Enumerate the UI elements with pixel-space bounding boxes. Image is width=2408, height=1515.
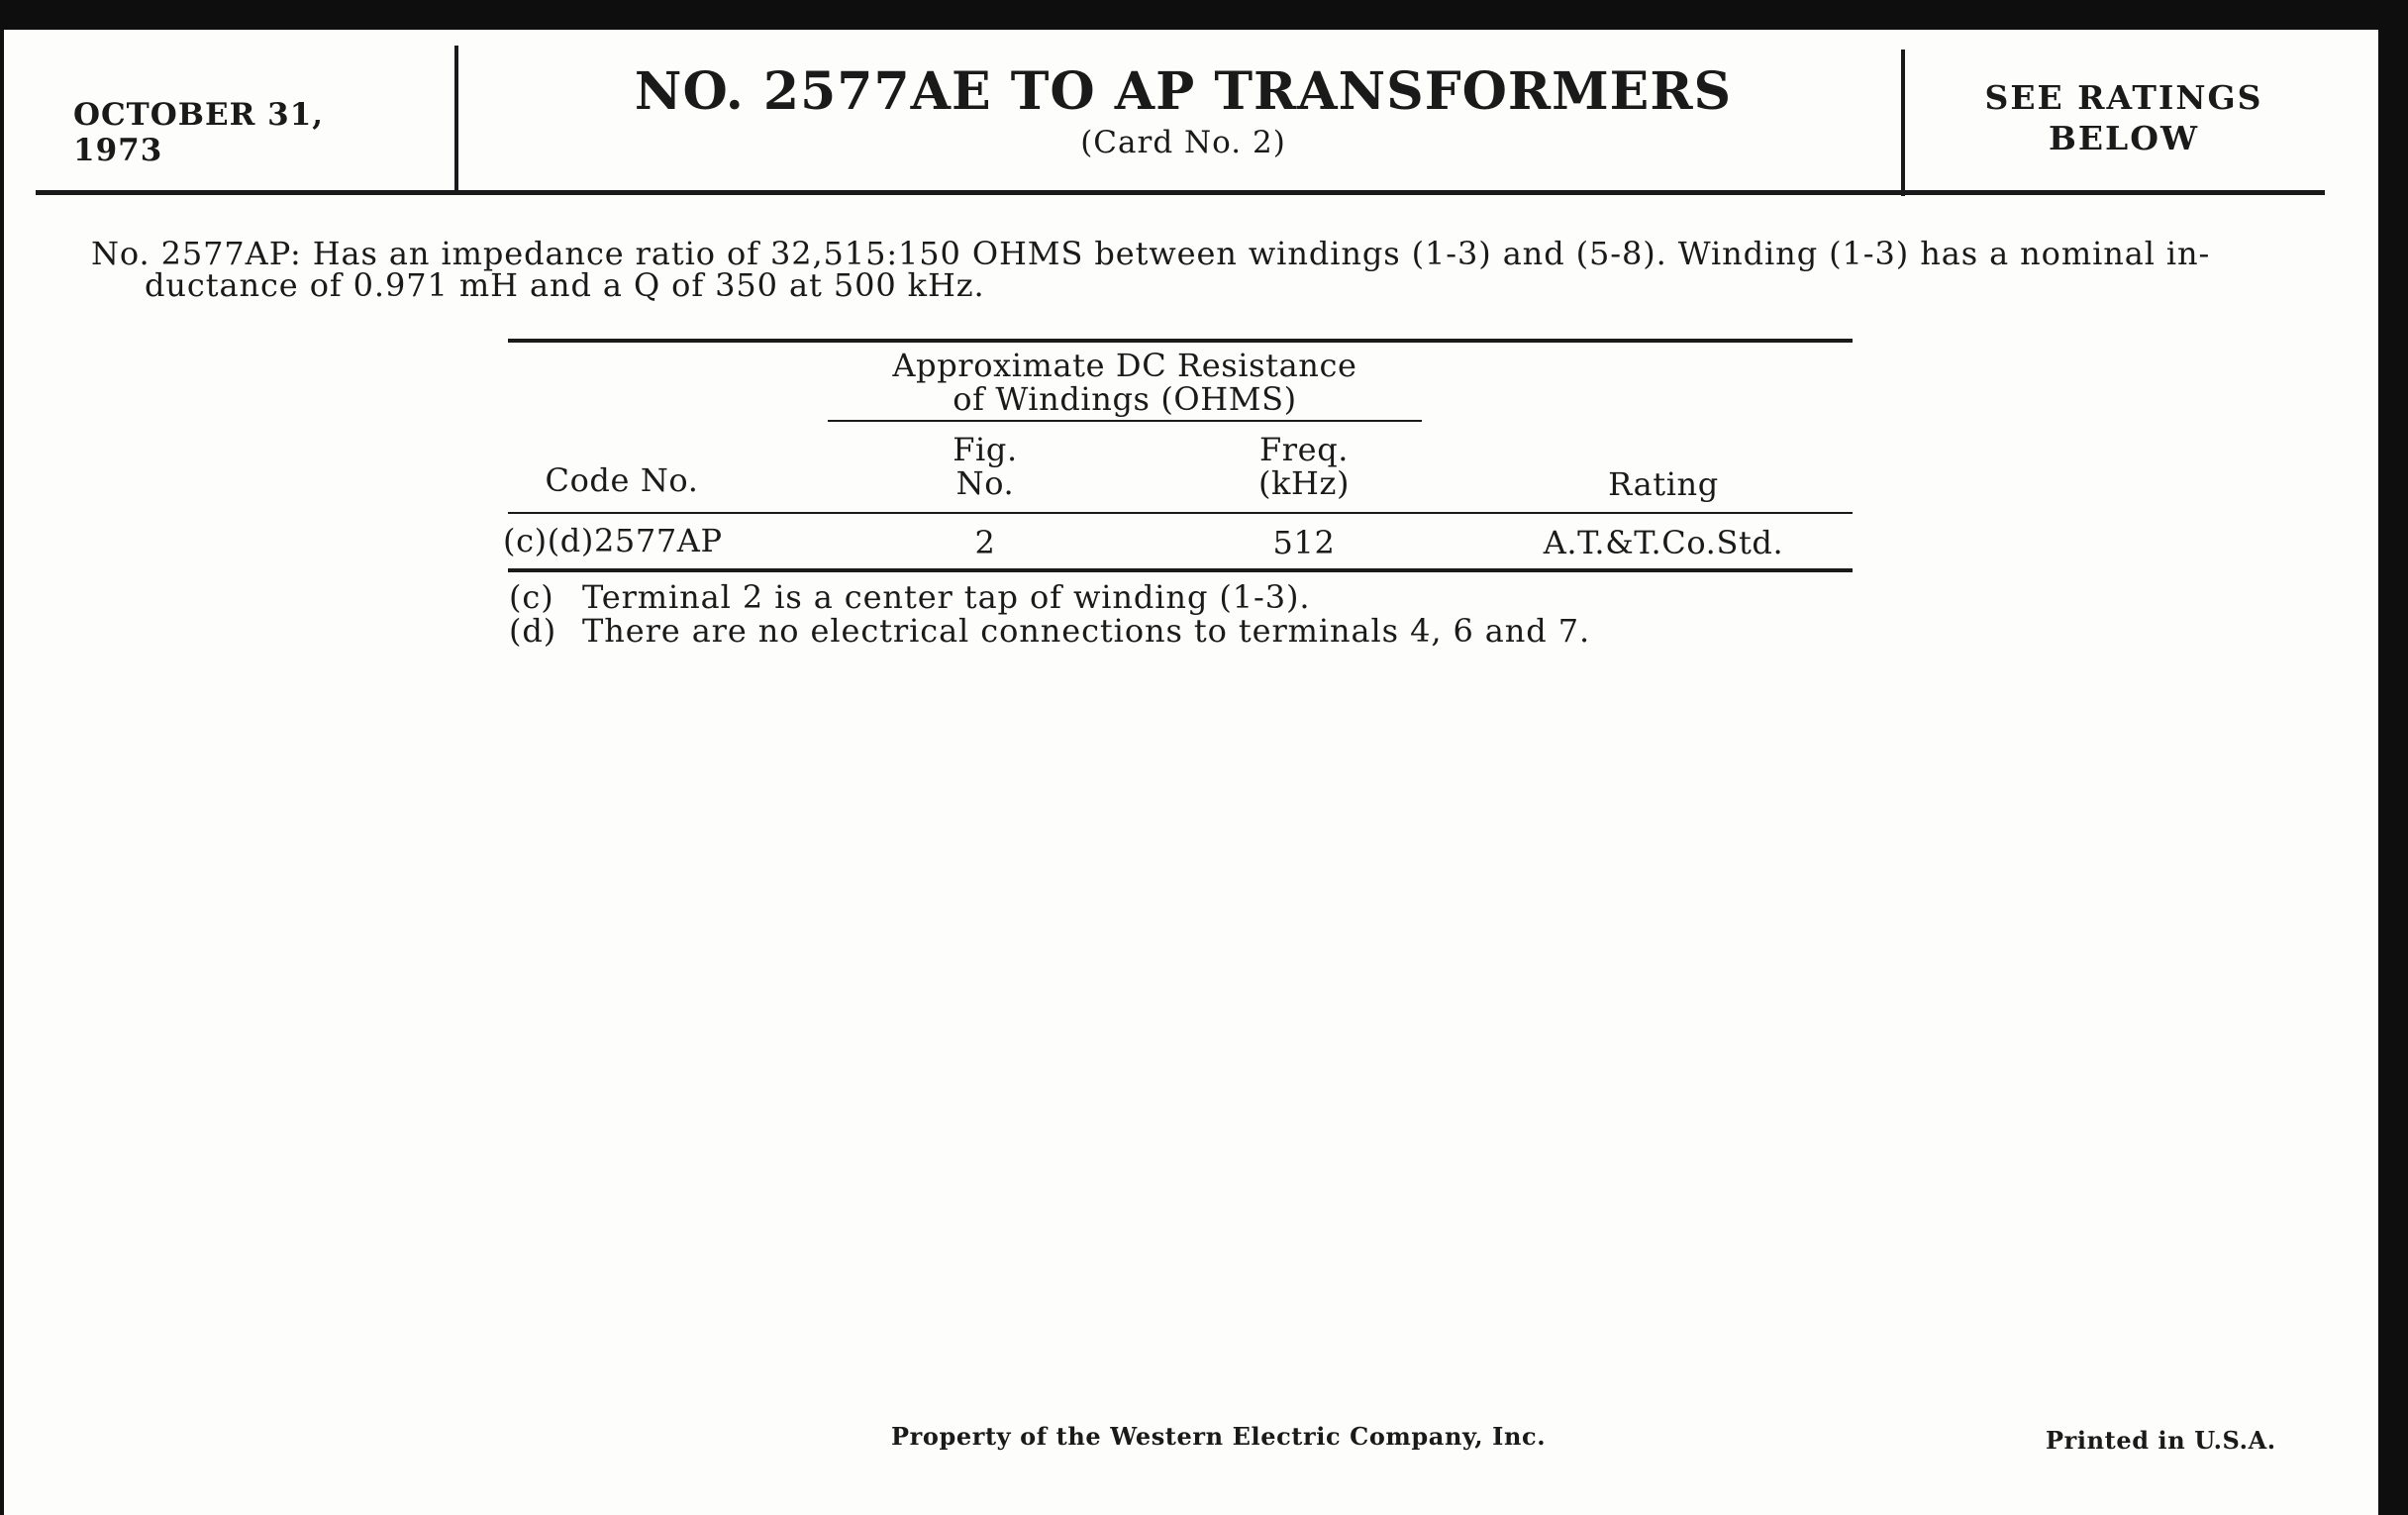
table-top-rule: [508, 339, 1853, 343]
scan-right-edge: [2378, 0, 2408, 1515]
intro-paragraph: [91, 235, 2279, 304]
intro-line-1: No. 2577AP: Has an impedance ratio of 32,515:150 OHMS between windings (1-3) and (5-8). Winding (1-3) has a nominal in-: [91, 235, 2211, 272]
ratings-note-line1: SEE RATINGS: [1984, 78, 2263, 117]
column-header-rating: Rating: [1608, 465, 1719, 503]
document-title: NO. 2577AE TO AP TRANSFORMERS: [634, 61, 1733, 122]
group-header-line2: of Windings (OHMS): [953, 380, 1297, 418]
footer-printed: Printed in U.S.A.: [2046, 1426, 2276, 1455]
footnote-c-tag: (c): [509, 578, 554, 616]
column-header-fig-line1: Fig.: [953, 431, 1018, 468]
table-row-code: (c)(d)2577AP: [503, 522, 723, 559]
ratings-note: [1911, 77, 2337, 158]
column-header-fig: [891, 433, 1079, 500]
issue-date: OCTOBER 31, 1973: [73, 97, 325, 168]
header-divider-left: [454, 46, 458, 190]
table-row-freq: 512: [1272, 524, 1336, 561]
footnote-d: [509, 612, 1590, 650]
footnote-d-tag: (d): [509, 612, 557, 650]
group-header-underline: [828, 420, 1422, 422]
intro-line-2: ductance of 0.971 mH and a Q of 350 at 500 kHz.: [145, 266, 985, 304]
group-header-line1: Approximate DC Resistance: [892, 347, 1357, 384]
column-header-rule: [508, 512, 1853, 514]
footnote-c-text: Terminal 2 is a center tap of winding (1-3).: [582, 578, 1311, 616]
scan-top-edge: [0, 0, 2408, 30]
footer-property: Property of the Western Electric Company, Inc.: [891, 1422, 1547, 1451]
table-row-fig: 2: [974, 524, 996, 561]
column-header-freq-line2: (kHz): [1257, 464, 1351, 502]
table-bottom-rule: [508, 568, 1853, 572]
header-divider-right: [1901, 50, 1905, 196]
footnote-c: [509, 578, 1310, 616]
column-header-freq-line1: Freq.: [1258, 431, 1350, 468]
column-header-fig-line2: No.: [955, 464, 1015, 502]
group-header-resistance: [828, 349, 1422, 416]
document-subtitle: (Card No. 2): [1080, 125, 1286, 160]
ratings-note-line2: BELOW: [2048, 119, 2200, 157]
footnote-d-text: There are no electrical connections to terminals 4, 6 and 7.: [582, 612, 1591, 650]
column-header-freq: [1210, 433, 1398, 500]
column-header-code: Code No.: [545, 461, 699, 499]
header-rule: [36, 190, 2325, 195]
table-row-rating: A.T.&T.Co.Std.: [1543, 524, 1784, 561]
